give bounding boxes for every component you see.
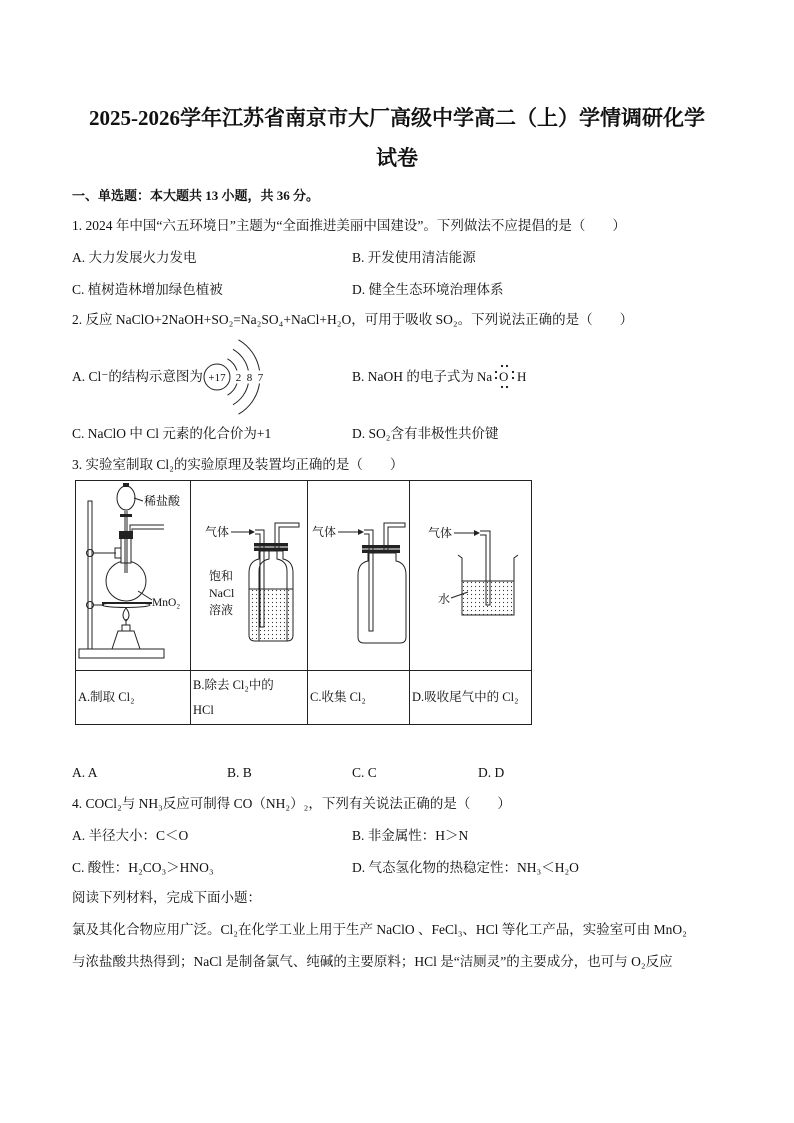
question-4-option-c: C. 酸性：H₂CO₃＞HNO₃ xyxy=(72,860,214,875)
tail-gas-absorption-apparatus xyxy=(410,481,531,670)
gas-inlet-label: 气体 xyxy=(312,525,337,539)
table-cell-b-label-line-1: B.除去 Cl₂中的 xyxy=(193,677,274,692)
table-cell-d-label-text: D.吸收尾气中的 Cl₂ xyxy=(412,690,519,704)
electron-formula-atom-h: H xyxy=(517,369,527,384)
separatory-funnel xyxy=(117,486,135,510)
mno2-label: MnO₂ xyxy=(152,597,181,609)
reading-intro: 阅读下列材料，完成下面小题： xyxy=(72,890,261,905)
electron-dot xyxy=(506,365,508,367)
question-3-option-a: A. A xyxy=(72,765,98,780)
question-4-option-a: A. 半径大小：C＜O xyxy=(72,828,189,843)
question-4-stem: 4. COCl₂与 NH₃反应可制得 CO（NH₂）₂，下列有关说法正确的是（ ） xyxy=(72,796,511,811)
question-3-option-b: B. B xyxy=(227,765,252,780)
iron-stand-base xyxy=(79,649,164,658)
water-in-beaker xyxy=(462,581,514,615)
question-1-option-d: D. 健全生态环境治理体系 xyxy=(352,282,504,297)
question-4-option-b: B. 非金属性：H＞N xyxy=(352,828,469,843)
saturated-nacl-solution xyxy=(250,589,292,639)
collection-bottle xyxy=(358,553,406,643)
section-heading: 一、单选题：本大题共 13 小题，共 36 分。 xyxy=(72,188,320,203)
gas-inlet-label: 气体 xyxy=(428,526,453,540)
funnel-stopcock xyxy=(120,514,132,517)
electron-formula-atom-na: Na xyxy=(477,369,493,384)
question-1-option-b: B. 开发使用清洁能源 xyxy=(352,250,476,265)
gas-inlet-label: 气体 xyxy=(205,525,230,539)
flask-neck xyxy=(121,537,131,563)
round-bottom-flask xyxy=(106,561,146,601)
chlorine-atom-structure-diagram xyxy=(200,335,272,419)
flask-stopper xyxy=(119,531,133,539)
chlorine-generator-apparatus xyxy=(76,481,190,670)
table-cell-a-image xyxy=(76,481,190,670)
gas-washing-bottle-apparatus xyxy=(191,481,307,670)
solution-label-line-2: NaCl xyxy=(209,586,235,600)
electron-dot xyxy=(512,371,514,373)
table-cell-c-label xyxy=(308,671,409,724)
dilute-hcl-label: 稀盐酸 xyxy=(144,494,181,508)
question-2-option-c: C. NaClO 中 Cl 元素的化合价为+1 xyxy=(72,426,272,441)
electron-shell-2-count: 8 xyxy=(246,372,253,384)
iron-stand-rod xyxy=(88,501,92,649)
table-cell-b-image xyxy=(191,481,307,670)
electron-dot xyxy=(495,377,497,379)
electron-shell-3-count: 7 xyxy=(257,372,264,384)
water-label: 水 xyxy=(438,592,451,606)
question-4-option-d: D. 气态氢化物的热稳定性：NH₃＜H₂O xyxy=(352,860,579,875)
question-2-stem: 2. 反应 NaClO+2NaOH+SO₂=Na₂SO₄+NaCl+H₂O，可用于吸收 SO₂。下列说法正确的是（ ） xyxy=(72,312,634,327)
question-1-option-c: C. 植树造林增加绿色植被 xyxy=(72,282,223,297)
table-cell-b-label-line-2: HCl xyxy=(193,702,214,717)
question-2-option-b: B. NaOH 的电子式为 xyxy=(352,369,474,384)
electron-dot xyxy=(501,386,503,388)
naoh-electron-formula xyxy=(477,363,533,391)
arrow-head-icon xyxy=(474,530,480,536)
question-3-stem: 3. 实验室制取 Cl₂的实验原理及装置均正确的是（ ） xyxy=(72,457,404,472)
arrow-head-icon xyxy=(249,529,255,535)
electron-dot xyxy=(512,377,514,379)
apparatus-table xyxy=(75,480,532,725)
gas-outlet-tube xyxy=(130,525,164,531)
solution-label-line-3: 溶液 xyxy=(209,603,234,617)
gas-collection-apparatus xyxy=(308,481,409,670)
table-cell-b-label xyxy=(191,671,307,724)
reading-material-line-2: 与浓盐酸共热得到；NaCl 是制备氯气、纯碱的主要原料；HCl 是“洁厕灵”的主要成分，也可与 O₂反应 xyxy=(72,954,673,969)
question-2-option-d: D. SO₂含有非极性共价键 xyxy=(352,426,499,441)
table-cell-c-label-text: C.收集 Cl₂ xyxy=(310,690,366,704)
alcohol-lamp-neck xyxy=(122,625,130,631)
electron-dot xyxy=(506,386,508,388)
arrow-head-icon xyxy=(358,529,364,535)
reading-material-line-1: 氯及其化合物应用广泛。Cl₂在化学工业上用于生产 NaClO 、FeCl₃、HCl 等化工产品，实验室可由 MnO₂ xyxy=(72,922,687,937)
table-cell-d-image xyxy=(410,481,531,670)
nucleus-charge: +17 xyxy=(208,372,226,384)
electron-dot xyxy=(501,365,503,367)
alcohol-lamp-body xyxy=(112,631,140,649)
table-cell-d-label xyxy=(410,671,531,724)
question-3-option-d: D. D xyxy=(478,765,505,780)
question-1-option-a: A. 大力发展火力发电 xyxy=(72,250,197,265)
question-2-option-a: A. Cl⁻的结构示意图为 xyxy=(72,369,203,384)
exam-title-line-2: 试卷 xyxy=(376,146,418,170)
exam-title-line-1: 2025-2026学年江苏省南京市大厂高级中学高二（上）学情调研化学 xyxy=(89,106,705,130)
table-cell-a-label xyxy=(76,671,190,724)
question-3-option-c: C. C xyxy=(352,765,377,780)
solution-label-line-1: 饱和 xyxy=(209,569,234,583)
table-cell-a-label-text: A.制取 Cl₂ xyxy=(78,690,135,704)
electron-formula-atom-o: O xyxy=(499,369,509,384)
funnel-stopper xyxy=(123,483,129,487)
electron-dot xyxy=(495,371,497,373)
electron-shell-1-count: 2 xyxy=(235,372,242,384)
table-cell-c-image xyxy=(308,481,409,670)
question-1-stem: 1. 2024 年中国“六五环境日”主题为“全面推进美丽中国建设”。下列做法不应提倡的是（ ） xyxy=(72,218,626,233)
